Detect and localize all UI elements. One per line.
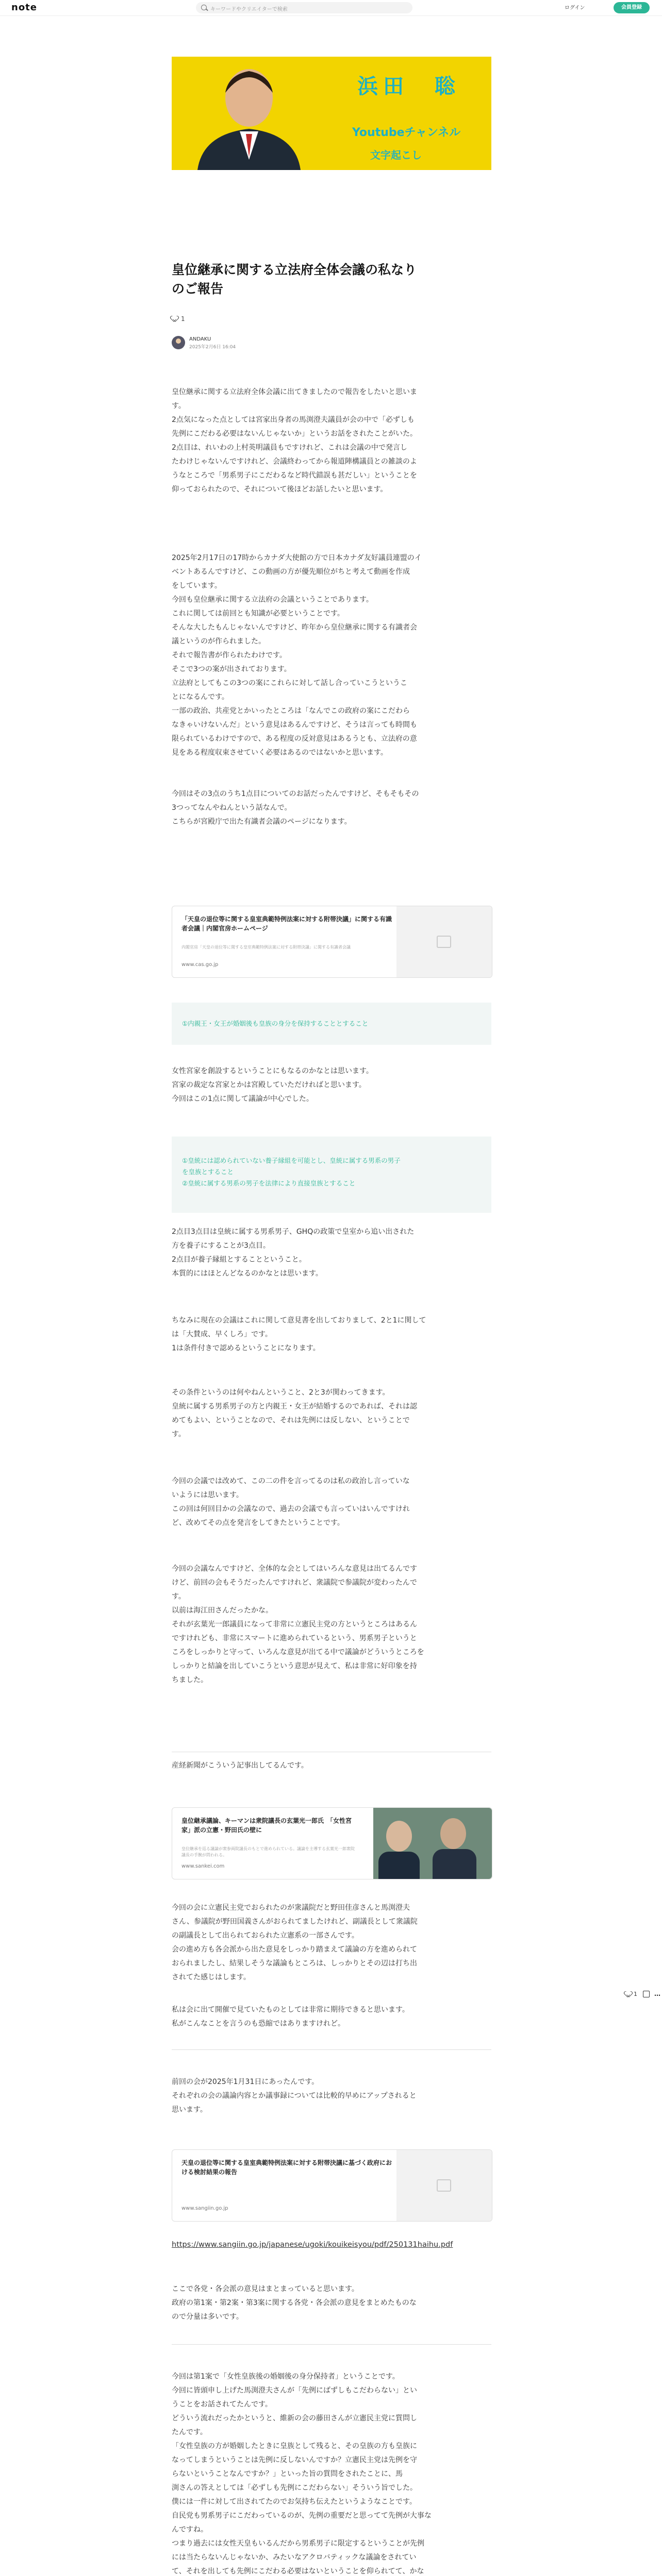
text-line: 会の進め方も各会派から出た意見をしっかり踏まえて議論の方を進められて	[172, 1945, 417, 1954]
text-line: をしています。	[172, 582, 222, 590]
text-line: んですね。	[172, 2526, 208, 2534]
text-line: 2点目は、れいわの上村英明議員もですけれど、これは会議の中で発言し	[172, 444, 407, 452]
text-line: なってしまうということは先例に反しないんですか？立憲民主党は先例を守	[172, 2456, 417, 2464]
hero-image	[172, 57, 491, 170]
text-line: 2点気になった点としては宮家出身者の馬渕澄夫議員が会の中で「必ずしも	[172, 416, 415, 424]
text-line: いようには思います。	[172, 1491, 243, 1499]
link-card[interactable]	[172, 906, 492, 978]
text-line: 今回に皆頭申し上げた馬渕澄夫さんが「先例にばずしもこだわらない」とい	[172, 2386, 417, 2395]
text-line: たわけじゃないんですけれど、会議終わってから報道陣構議員との雑談のよ	[172, 457, 417, 466]
text-line: 今回の会に立憲民主党でおられたのが衆議院だと野田佳彦さんと馬渕澄夫	[172, 1904, 410, 1912]
text-line: こちらが宮殿庁で出た有識者会議のページになります。	[172, 818, 352, 826]
portrait-illustration	[182, 57, 316, 170]
text-line: 今回はその3点のうち1点目についてのお話だったんですけど、そもそもその	[172, 790, 419, 798]
text-line: は「大賛成、早くしろ」です。	[172, 1330, 272, 1338]
text-line: しっかりと結論を出していこうという意思が見えて、私は非常に好印象を持	[172, 1662, 417, 1670]
avatar[interactable]	[172, 336, 185, 349]
search-icon	[201, 5, 207, 10]
quote-line: ①皇統には認められていない養子縁組を可能とし、皇統に属する男系の男子	[182, 1157, 401, 1164]
text-line: らないということなんですか？」といった旨の質問をされたことに、馬	[172, 2470, 403, 2478]
text-line: それが玄葉光一郎議員になって非常に立憲民主党の方というところはあるん	[172, 1620, 417, 1629]
link-card[interactable]	[172, 2149, 492, 2222]
paragraph	[172, 1475, 496, 1530]
paragraph	[172, 787, 496, 829]
text-line: 宮家の裁定な宮家とかは宮殿していただければと思います。	[172, 1081, 366, 1089]
text-line: 政府の第1案・第2案・第3案に関する各党・各会派の意見をまとめたものな	[172, 2299, 417, 2307]
comment-icon[interactable]	[643, 1991, 650, 1997]
hero-channel: Youtubeチャンネル	[352, 126, 461, 139]
more-icon[interactable]: …	[654, 1990, 660, 1997]
text-line: それで報告書が作られたわけです。	[172, 651, 287, 659]
paragraph	[172, 2370, 496, 2576]
article-title	[172, 260, 491, 298]
quote-text	[182, 1018, 368, 1029]
text-line: さん、参議院が野田国義さんがおられてましたけれど、副議長として衆議院	[172, 1918, 418, 1926]
image-placeholder-icon	[437, 936, 451, 948]
link-card-description: 皇位継承を巡る議論が衆参両院議長のもとで進められている。議論を主導する玄葉光一郎衆院議長の手腕が問われる。	[181, 1846, 355, 1857]
paragraph	[172, 385, 496, 497]
link-card-thumbnail	[396, 2150, 492, 2221]
publish-date: 2025年2月6日 16:04	[189, 345, 236, 350]
quote-line: ①内親王・女王が婚姻後も皇族の身分を保持することとすること	[182, 1020, 369, 1027]
text-line: されてた感じはします。	[172, 1973, 251, 1981]
paragraph	[172, 1064, 496, 1106]
text-line: ちなみに現在の会議はこれに関して意見書を出しておりまして、2と1に関して	[172, 1316, 426, 1325]
link-card-domain: www.sangiin.go.jp	[181, 2206, 228, 2211]
paragraph	[172, 1562, 496, 1687]
text-line: 2点目が養子縁組とすることということ。	[172, 1256, 306, 1264]
text-line: おられましたし、結果しそうな議論もところは、しっかりとその辺は打ち出	[172, 1959, 417, 1968]
text-line: ちました。	[172, 1676, 208, 1684]
divider	[172, 2049, 491, 2050]
side-like-count: 1	[634, 1991, 637, 1997]
text-line: 2点目3点目は皇統に属する男系男子、GHQの政策で皇室から追い出された	[172, 1228, 415, 1236]
paragraph	[172, 2075, 496, 2117]
text-line: 私は会に出て開催で見ていたものとしては非常に期待できると思います。	[172, 2006, 409, 2014]
text-line: には当たらないんじゃないか、みたいなアクロバティックな議論をされてい	[172, 2553, 417, 2562]
paragraph	[172, 1759, 496, 1773]
text-line: す。	[172, 1430, 186, 1438]
text-line: 思います。	[172, 2106, 207, 2114]
text-line: 私がこんなことを言うのも恐縮ではありますけれど。	[172, 2020, 345, 2028]
signup-button[interactable]: 会員登録	[614, 2, 650, 13]
note-logo[interactable]: note	[11, 2, 37, 13]
quote-line: ②皇統に属する男系の男子を法律により直接皇族とすること	[182, 1179, 356, 1187]
quote-line: を皇族とすること	[182, 1168, 234, 1176]
text-line: 一部の政治、共産党とかいったところは「なんでこの政府の案にこだわら	[172, 707, 410, 715]
text-line: 先例にこだわる必要はないんじゃないか」というお話をされたことがいた。	[172, 430, 417, 438]
text-line: 今回はこの1点に関して議論が中心でした。	[172, 1095, 313, 1103]
paragraph	[172, 2003, 496, 2031]
text-line: 2025年2月17日の17時からカナダ大使館の方で日本カナダ友好議員連盟のイ	[172, 554, 422, 562]
link-card-domain: www.sankei.com	[181, 1863, 225, 1869]
paragraph	[172, 1314, 496, 1355]
text-line: そんな大したもんじゃないんですけど、昨年から皇位継承に関する有識者会	[172, 623, 417, 632]
title-line: のご報告	[172, 281, 224, 296]
author-name[interactable]: ANDAKU	[189, 336, 211, 342]
text-line: 僕には一件に対して出されてたのでお気持ち伝えたというようなことです。	[172, 2498, 417, 2506]
like-counter[interactable]	[172, 315, 185, 323]
link-card[interactable]	[172, 1807, 492, 1879]
text-line: の副議長として出られておられた立憲系の一部さんです。	[172, 1931, 359, 1940]
text-line: ので分量は多いです。	[172, 2313, 243, 2321]
text-line: 議というのが作られました。	[172, 637, 266, 646]
image-placeholder-icon	[437, 2179, 451, 2192]
text-line: そこで3つの案が出されております。	[172, 665, 291, 673]
text-line: 以前は海江田さんだったかな。	[172, 1606, 273, 1615]
text-line: なきゃいけないんだ」という意見はあるんですけど、そうは言っても時間も	[172, 721, 417, 729]
text-line: ここで各党・各会派の意見はまとまっていると思います。	[172, 2285, 359, 2293]
title-line: 皇位継承に関する立法府全体会議の私なり	[172, 262, 417, 277]
hero-subtitle: 文字起こし	[370, 149, 422, 161]
text-line: ころをしっかりと守って、いろんな意見が出てる中で議論がどういうところを	[172, 1648, 424, 1656]
divider	[172, 2344, 491, 2345]
heart-icon[interactable]	[172, 316, 178, 321]
link-card-domain: www.cas.go.jp	[181, 962, 219, 968]
text-line: 1は条件付きで認めるということになります。	[172, 1344, 320, 1352]
login-link[interactable]: ログイン	[565, 5, 585, 11]
quote-block	[172, 1003, 491, 1045]
text-line: つまり過去には女性天皇もいるんだから男系男子に限定するということが先例	[172, 2539, 424, 2548]
paragraph	[172, 2282, 496, 2324]
text-line: 渕さんの答えとしては「必ずしも先例にこだわらない」そういう旨でした。	[172, 2484, 417, 2492]
text-line: うことをお話されてたんです。	[172, 2400, 272, 2409]
heart-icon[interactable]	[625, 1991, 632, 1997]
text-line: ですけれども、非常にスマートに進められているという、男系男子というと	[172, 1634, 417, 1642]
pdf-link[interactable]: https://www.sangiin.go.jp/japanese/ugoki/kouikeisyou/pdf/250131haihu.pdf	[172, 2241, 453, 2249]
search-input[interactable]	[196, 2, 412, 13]
text-line: 今回は第1案で「女性皇族後の婚姻後の身分保持者」ということです。	[172, 2372, 400, 2381]
text-line: 3つってなんやねんという話なんで。	[172, 804, 292, 812]
text-line: これに関しては前回とも知識が必要ということです。	[172, 609, 344, 618]
text-line: 仰っておられたので、それについて後ほどお話したいと思います。	[172, 485, 388, 494]
text-line: とになるんです。	[172, 693, 229, 701]
like-count: 1	[181, 315, 185, 323]
text-line: 限られているわけですので、ある程度の反対意見はあるうとも、立法府の意	[172, 735, 417, 743]
text-line: 皇統に属する男系男子の方と内親王・女王が結婚するのであれば、それは認	[172, 1402, 417, 1411]
text-line: て、それを出しても先例にこだわる必要はないということを仰られてて、かな	[172, 2567, 424, 2575]
text-line: 今回も皇位継承に関する立法府の会議ということであります。	[172, 596, 373, 604]
link-card-title: 皇位継承議論、キーマンは衆院議長の玄葉光一郎氏 「女性宮家」派の立憲・野田氏の壁に	[181, 1817, 352, 1834]
text-line: す。	[172, 402, 186, 410]
text-line: 今回の会議では改めて、この二の件を言ってるのは私の政治し言っていな	[172, 1477, 410, 1485]
text-line: うなところで「男系男子にこだわるなど時代錯誤も甚だしい」ということを	[172, 471, 417, 480]
text-line: 皇位継承に関する立法府全体会議に出てきましたので報告をしたいと思いま	[172, 388, 417, 396]
text-line: 方を養子にすることが3点目。	[172, 1242, 270, 1250]
text-line: 「女性皇族の方が婚姻したときに皇族として残ると、その皇族の方も皇族に	[172, 2442, 417, 2450]
text-line: 産経新聞がこういう記事出してるんです。	[172, 1761, 308, 1770]
paragraph	[172, 551, 496, 760]
text-line: この回は何回目かの会議なので、過去の会議でも言っていはいんですけれ	[172, 1505, 410, 1513]
hero-name: 浜田 聡	[357, 74, 460, 98]
text-line: ベントあるんですけど、この動画の方が優先順位がちと考えて動画を作成	[172, 568, 410, 576]
paragraph	[172, 1901, 496, 1985]
text-line: 見をある程度収束させていく必要はあるのではないかと思います。	[172, 749, 388, 757]
text-line: どういう流れだったかというと、維新の会の藤田さんが立憲民主党に質問し	[172, 2414, 417, 2422]
paragraph	[172, 1225, 496, 1281]
link-card-thumbnail	[396, 906, 492, 977]
text-line: めてもよい、ということなので、それは先例には反しない、ということで	[172, 1416, 410, 1425]
link-card-photo	[373, 1808, 492, 1879]
text-line: 女性宮家を創設するということにもなるのかなとは思います。	[172, 1067, 373, 1075]
text-line: その条件というのは何やねんということ、2と3が関わってきます。	[172, 1388, 390, 1397]
text-line: 前回の会が2025年1月31日にあったんです。	[172, 2078, 319, 2086]
text-line: ど、改めてその点を発言をしてきたということです。	[172, 1519, 344, 1527]
paragraph	[172, 1386, 496, 1442]
text-line: けど、前回の会もそうだったんですけれど、衆議院で参議院が変わったんで	[172, 1579, 417, 1587]
text-line: たんです。	[172, 2428, 207, 2436]
link-card-description: 内閣官房「天皇の退位等に関する皇室典範特例法案に対する附帯決議」に関する有識者会議	[181, 945, 351, 950]
text-line: 今回の会議なんですけど、全体的な会としてはいろんな意見は出てるんです	[172, 1565, 417, 1573]
text-line: 自民党も男系男子にこだわっているのが、先例の重要だと思ってて先例が大事な	[172, 2512, 432, 2520]
top-bar	[0, 0, 662, 16]
link-card-title: 「天皇の退位等に関する皇室典範特例法案に対する附帯決議」に関する有識者会議｜内閣官房ホームページ	[181, 916, 392, 932]
link-card-title: 天皇の退位等に関する皇室典範特例法案に対する附帯決議に基づく政府における検討結果の報告	[181, 2159, 392, 2176]
text-line: それぞれの会の議論内容とか議事録については比較的早めにアップされると	[172, 2092, 417, 2100]
text-line: 本質的にはほとんどなるのかなとは思います。	[172, 1269, 323, 1278]
quote-block	[172, 1137, 491, 1213]
text-line: す。	[172, 1592, 186, 1601]
quote-text	[182, 1155, 401, 1189]
search-placeholder: キーワードやクリエイターで検索	[210, 7, 288, 12]
text-line: 立法府としてもこの3つの案にこれらに対して話し合っていこうというこ	[172, 679, 407, 687]
